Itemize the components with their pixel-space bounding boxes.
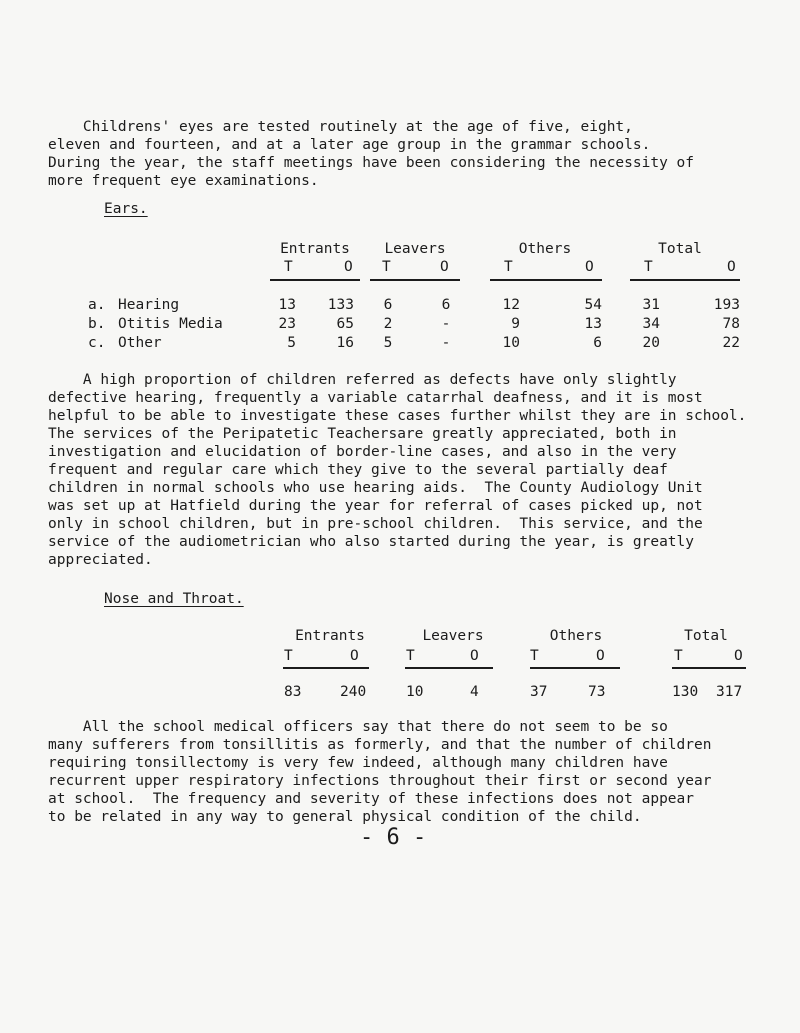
nose-sub-leavers-o: O [470,648,479,664]
cell-others-o: 73 [588,684,606,700]
ears-sub-total-o: O [727,259,736,275]
cell-entrants-t: 23 [278,316,296,332]
intro-line-4: more frequent eye examinations. [48,173,319,189]
nose-text-line-2: many sufferers from tonsillitis as formerly, and that the number of children [48,737,712,753]
ears-rule-entrants [270,279,360,281]
nose-rule-entrants [283,667,369,669]
cell-leavers-o: 4 [470,684,479,700]
intro-line-1: Childrens' eyes are tested routinely at the age of five, eight, [48,119,633,135]
ears-text-line-9: only in school children, but in pre-school children. This service, and the [48,516,703,532]
row-label: Hearing [118,297,180,313]
ears-text-line-6: frequent and regular care which they give to the several partially deaf [48,462,668,478]
nose-group-leavers: Leavers [422,628,484,644]
cell-entrants-o: 16 [336,335,354,351]
cell-leavers-o: - [441,335,451,351]
ears-rule-others [490,279,602,281]
row-label: Otitis Media [118,316,223,332]
nose-text-line-1: All the school medical officers say that there do not seem to be so [48,719,668,735]
intro-line-2: eleven and fourteen, and at a later age group in the grammar schools. [48,137,651,153]
ears-group-total: Total [658,241,702,257]
cell-entrants-o: 133 [327,297,354,313]
cell-others-t: 9 [511,316,520,332]
row-letter: c. [88,335,106,351]
intro-line-3: During the year, the staff meetings have been considering the necessity of [48,155,695,171]
cell-leavers-t: 6 [383,297,393,313]
ears-heading: Ears. [104,201,148,217]
cell-total-t: 31 [642,297,660,313]
cell-leavers-o: 6 [441,297,451,313]
nose-text-line-4: recurrent upper respiratory infections throughout their first or second year [48,773,712,789]
nose-rule-others [530,667,620,669]
cell-total-o: 193 [713,297,740,313]
cell-entrants-t: 13 [278,297,296,313]
row-label: Other [118,335,162,351]
nose-group-entrants: Entrants [295,628,365,644]
cell-entrants-o: 65 [336,316,354,332]
ears-text-line-3: helpful to be able to investigate these cases further whilst they are in school. [48,408,747,424]
nose-rule-leavers [405,667,493,669]
ears-sub-total-t: T [644,259,653,275]
cell-leavers-o: - [441,316,451,332]
cell-leavers-t: 5 [383,335,393,351]
cell-total-o: 78 [722,316,740,332]
page-number: - 6 - [360,825,427,850]
cell-others-o: 13 [584,316,602,332]
nose-sub-total-t: T [674,648,683,664]
row-letter: b. [88,316,106,332]
nose-sub-entrants-o: O [350,648,359,664]
ears-text-line-2: defective hearing, frequently a variable catarrhal deafness, and it is most [48,390,703,406]
nose-text-line-6: to be related in any way to general physical condition of the child. [48,809,642,825]
row-letter: a. [88,297,106,313]
ears-text-line-8: was set up at Hatfield during the year for referral of cases picked up, not [48,498,703,514]
ears-rule-leavers [370,279,460,281]
cell-total-t: 130 [672,684,699,700]
cell-others-t: 10 [502,335,520,351]
ears-sub-others-o: O [585,259,594,275]
ears-text-line-1: A high proportion of children referred as defects have only slightly [48,372,677,388]
nose-sub-others-o: O [596,648,605,664]
ears-sub-entrants-o: O [344,259,353,275]
cell-entrants-t: 5 [287,335,296,351]
cell-entrants-o: 240 [340,684,367,700]
ears-sub-others-t: T [504,259,513,275]
ears-sub-leavers-t: T [382,259,391,275]
nose-sub-entrants-t: T [284,648,293,664]
ears-text-line-5: investigation and elucidation of border-line cases, and also in the very [48,444,677,460]
cell-others-t: 12 [502,297,520,313]
nose-rule-total [672,667,746,669]
cell-others-o: 54 [584,297,602,313]
nose-group-others: Others [549,628,603,644]
cell-total-o: 22 [722,335,740,351]
nose-sub-others-t: T [530,648,539,664]
nose-sub-total-o: O [734,648,743,664]
ears-sub-entrants-t: T [284,259,293,275]
ears-rule-total [630,279,740,281]
ears-sub-leavers-o: O [440,259,449,275]
ears-text-line-7: children in normal schools who use hearing aids. The County Audiology Unit [48,480,703,496]
ears-group-leavers: Leavers [384,241,446,257]
ears-group-others: Others [518,241,572,257]
nose-sub-leavers-t: T [406,648,415,664]
cell-leavers-t: 10 [406,684,424,700]
ears-group-entrants: Entrants [280,241,350,257]
ears-text-line-10: service of the audiometrician who also started during the year, is greatly [48,534,695,550]
cell-total-o: 317 [716,684,743,700]
nose-text-line-5: at school. The frequency and severity of these infections does not appear [48,791,695,807]
cell-total-t: 20 [642,335,660,351]
ears-text-line-4: The services of the Peripatetic Teachersare greatly appreciated, both in [48,426,677,442]
nose-text-line-3: requiring tonsillectomy is very few indeed, although many children have [48,755,668,771]
cell-entrants-t: 83 [284,684,302,700]
cell-leavers-t: 2 [383,316,393,332]
ears-text-line-11: appreciated. [48,552,153,568]
cell-others-o: 6 [593,335,602,351]
cell-total-t: 34 [642,316,660,332]
cell-others-t: 37 [530,684,548,700]
nose-group-total: Total [684,628,728,644]
nose-heading: Nose and Throat. [104,591,244,607]
